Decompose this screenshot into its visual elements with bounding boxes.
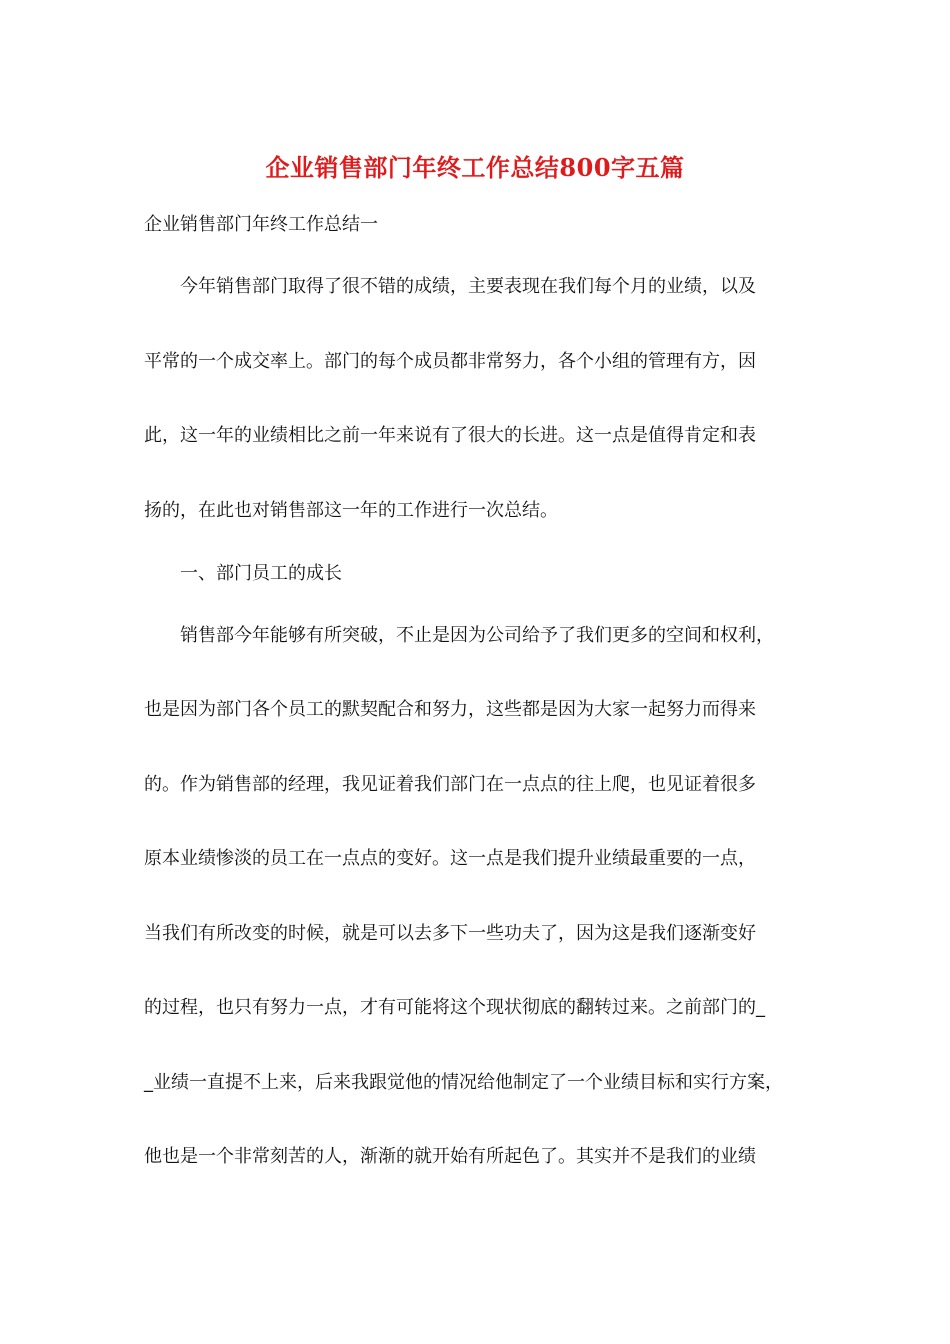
- paragraph-line: 原本业绩惨淡的员工在一点点的变好。这一点是我们提升业绩最重要的一点，: [144, 848, 756, 869]
- paragraph-line: 销售部今年能够有所突破，不止是因为公司给予了我们更多的空间和权利，: [180, 625, 774, 646]
- paragraph-line: 平常的一个成交率上。部门的每个成员都非常努力，各个小组的管理有方，因: [144, 351, 756, 372]
- paragraph-line: 也是因为部门各个员工的默契配合和努力，这些都是因为大家一起努力而得来: [144, 699, 756, 720]
- section-heading: 企业销售部门年终工作总结一: [144, 214, 378, 235]
- paragraph-line: 的过程，也只有努力一点，才有可能将这个现状彻底的翻转过来。之前部门的_: [144, 997, 765, 1018]
- subsection-heading: 一、部门员工的成长: [180, 563, 342, 584]
- paragraph-line: 此，这一年的业绩相比之前一年来说有了很大的长进。这一点是值得肯定和表: [144, 425, 756, 446]
- paragraph-line: 今年销售部门取得了很不错的成绩，主要表现在我们每个月的业绩，以及: [180, 276, 756, 297]
- paragraph-line: 他也是一个非常刻苦的人，渐渐的就开始有所起色了。其实并不是我们的业绩: [144, 1146, 756, 1167]
- paragraph-line: 扬的，在此也对销售部这一年的工作进行一次总结。: [144, 500, 558, 521]
- paragraph-line: 当我们有所改变的时候，就是可以去多下一些功夫了，因为这是我们逐渐变好: [144, 923, 756, 944]
- paragraph-line: _业绩一直提不上来，后来我跟觉他的情况给他制定了一个业绩目标和实行方案，: [144, 1072, 783, 1093]
- document-title: 企业销售部门年终工作总结800字五篇: [265, 153, 685, 182]
- paragraph-line: 的。作为销售部的经理，我见证着我们部门在一点点的往上爬，也见证着很多: [144, 774, 756, 795]
